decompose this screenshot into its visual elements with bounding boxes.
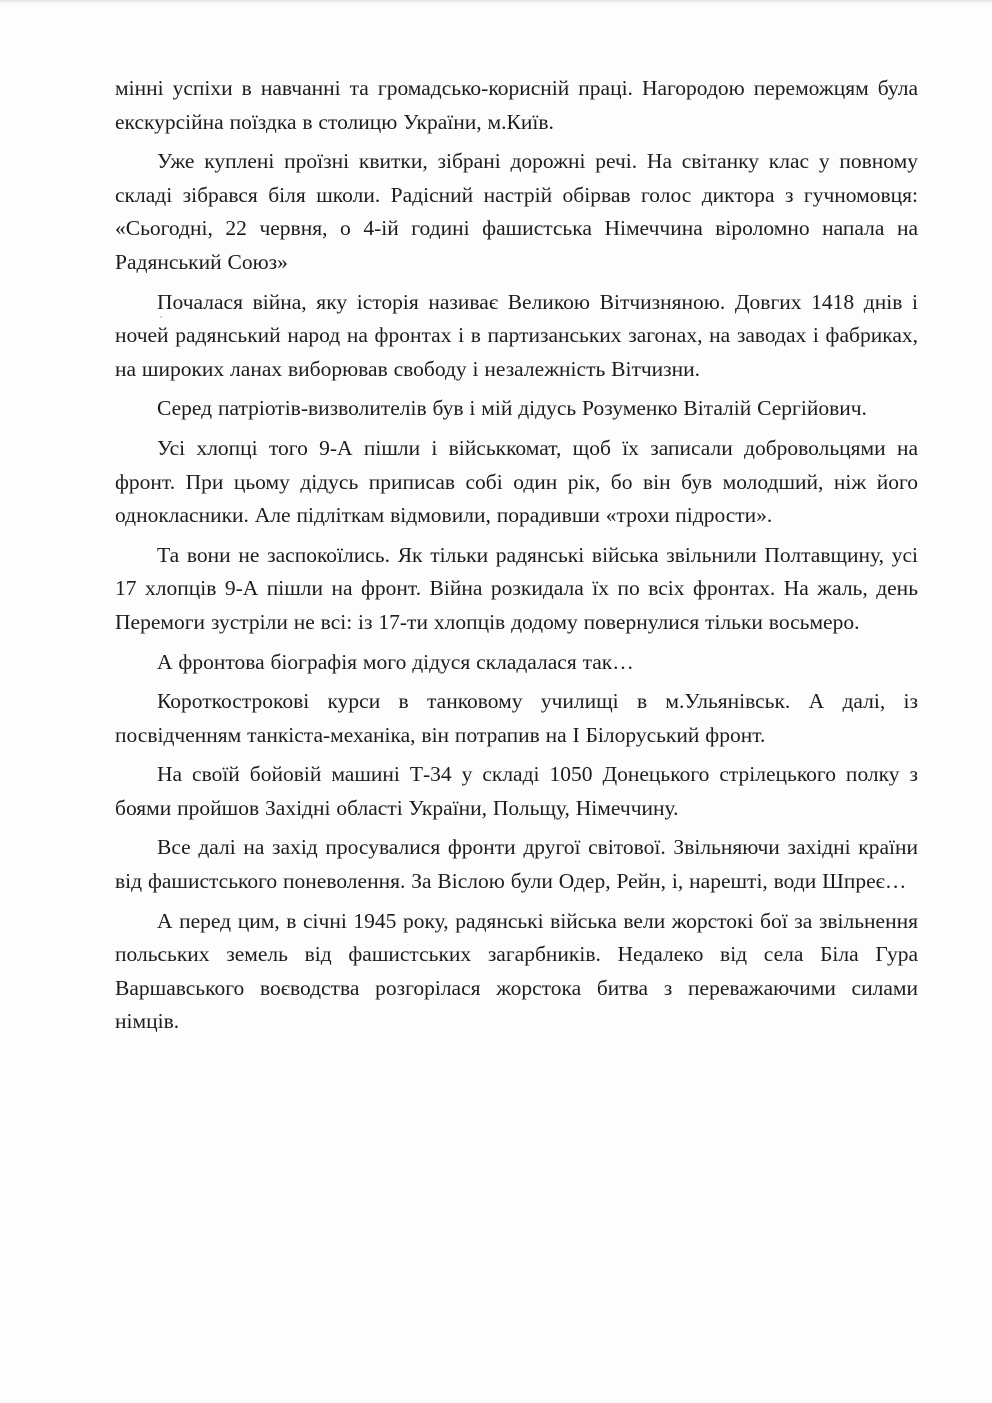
- paragraph-10: Все далі на захід просувалися фронти другої світової. Звільняючи західні країни від фашистського поневолення. За Віслою були Одер, Рейн, і, нарешті, води Шпреє…: [115, 835, 918, 894]
- paragraph-4: Серед патріотів-визволителів був і мій дідусь Розуменко Віталій Сергійович.: [157, 396, 867, 421]
- scan-top-edge: [0, 0, 992, 4]
- paragraph-5: Усі хлопці того 9-А пішли і військкомат, щоб їх записали добровольцями на фронт. При цьому дідусь приписав собі один рік, бо він був молодший, ніж його однокласники. Але підліткам відмовили, порадивши «трохи підрости».: [115, 435, 918, 528]
- scan-speck: [160, 316, 162, 318]
- paragraph-1: мінні успіхи в навчанні та громадсько-корисній праці. Нагородою переможцям була екскурсійна поїздка в столицю України, м.Київ.: [115, 76, 918, 134]
- paragraph-2: Уже куплені проїзні квитки, зібрані дорожні речі. На світанку клас у повному складі зібрався біля школи. Радісний настрій обірвав голос диктора з гучномовця: «Сьогодні, 22 червня, о 4-ій годині фашистська Німеччина віроломно напала на Радянський Союз»: [115, 149, 918, 274]
- paragraph-8: Короткострокові курси в танковому училищі в м.Ульянівськ. А далі, із посвідченням танкіста-механіка, він потрапив на І Білоруський фронт.: [115, 689, 918, 747]
- paragraph-11: А перед цим, в січні 1945 року, радянські війська вели жорстокі бої за звільнення польських земель від фашистських загарбників. Недалеко від села Біла Гура Варшавського воєводства розгорілася жорстока битва з переважаючими силами німців.: [115, 908, 918, 1034]
- paragraph-6: Та вони не заспокоїлись. Як тільки радянські війська звільнили Полтавщину, усі 17 хлопців 9-А пішли на фронт. Війна розкидала їх по всіх фронтах. На жаль, день Перемоги зустріли не всі: із 17-ти хлопців додому повернулися тільки восьмеро.: [115, 542, 918, 634]
- paragraph-9: На своїй бойовій машині Т-34 у складі 1050 Донецького стрілецького полку з боями пройшов Західні області України, Польщу, Німеччину.: [115, 762, 918, 820]
- paragraph-3: Почалася війна, яку історія називає Великою Вітчизняною. Довгих 1418 днів і ночей радянський народ на фронтах і в партизанських загонах, на заводах і фабриках, на широких ланах виборював свободу і незалежність Вітчизни.: [115, 289, 918, 381]
- paragraph-7: А фронтова біографія мого дідуся складалася так…: [157, 649, 634, 674]
- document-page: [115, 72, 918, 1039]
